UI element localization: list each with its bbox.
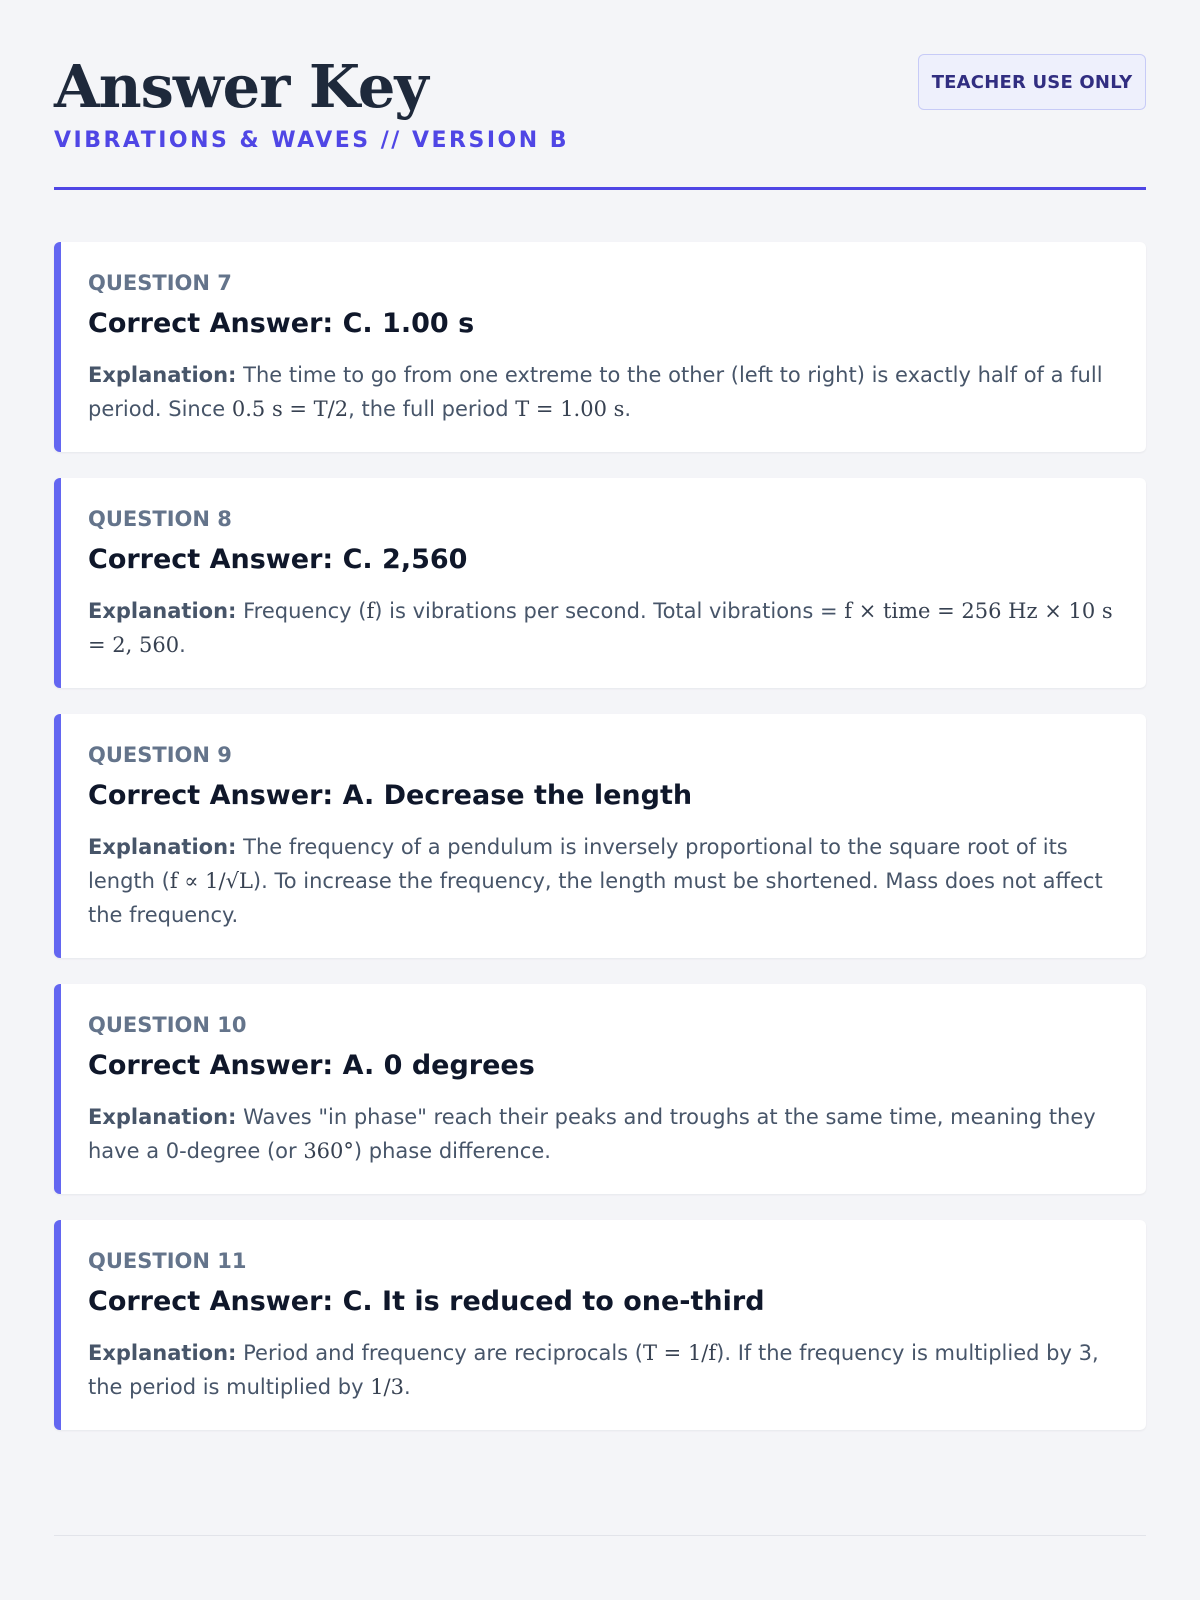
teacher-use-badge: TEACHER USE ONLY xyxy=(918,54,1146,110)
math-expression: T = 1.00 s xyxy=(515,397,625,421)
correct-answer: Correct Answer: C. 1.00 s xyxy=(88,308,475,339)
answer-list xyxy=(54,242,1146,1430)
explanation-segment: Frequency ( xyxy=(236,599,367,623)
correct-answer: Correct Answer: C. 2,560 xyxy=(88,544,468,575)
explanation-label: Explanation: xyxy=(88,1105,237,1129)
correct-answer: Correct Answer: A. 0 degrees xyxy=(88,1050,535,1081)
explanation-segment: ) phase difference. xyxy=(353,1139,551,1163)
explanation-text xyxy=(88,830,1116,932)
question-number: QUESTION 10 xyxy=(88,1013,247,1037)
answer-card xyxy=(54,242,1146,452)
explanation-label: Explanation: xyxy=(88,363,237,387)
answer-card xyxy=(54,478,1146,688)
answer-card xyxy=(54,984,1146,1194)
question-number: QUESTION 7 xyxy=(88,271,232,295)
question-number: QUESTION 11 xyxy=(88,1249,247,1273)
math-expression: f xyxy=(366,599,375,623)
math-expression: f ∝ 1/√L xyxy=(169,869,253,893)
math-expression: f × time = 256 Hz × 10 s = 2, 560 xyxy=(88,599,1113,657)
answer-card xyxy=(54,1220,1146,1430)
math-expression: 0.5 s = T/2 xyxy=(231,397,349,421)
question-number: QUESTION 8 xyxy=(88,507,232,531)
explanation-segment: The frequency of a pendulum is inversely proportional to the square root of its length ( xyxy=(88,835,1068,893)
explanation-label: Explanation: xyxy=(88,599,237,623)
explanation-segment: . xyxy=(179,633,186,657)
answer-card xyxy=(54,714,1146,958)
explanation-segment: The time to go from one extreme to the other (left to right) is exactly half of a full period. Since xyxy=(88,363,1103,421)
explanation-segment: , the full period xyxy=(348,397,516,421)
page-header xyxy=(54,0,1146,190)
correct-answer: Correct Answer: A. Decrease the length xyxy=(88,780,693,811)
section-divider xyxy=(54,1535,1146,1536)
explanation-text xyxy=(88,594,1116,662)
explanation-segment: . xyxy=(624,397,632,421)
explanation-text xyxy=(88,1336,1116,1404)
page-title: Answer Key xyxy=(54,52,428,121)
math-expression: T = 1/f xyxy=(642,1341,717,1365)
explanation-segment: ). To increase the frequency, the length must be shortened. Mass does not affect the frequency. xyxy=(88,869,1103,927)
math-expression: 360° xyxy=(303,1139,354,1163)
explanation-label: Explanation: xyxy=(88,1341,237,1365)
page-subtitle: VIBRATIONS & WAVES // VERSION B xyxy=(54,128,570,153)
explanation-segment: ) is vibrations per second. Total vibrations = xyxy=(374,599,845,623)
math-expression: 1/3 xyxy=(370,1375,404,1399)
explanation-text xyxy=(88,1100,1116,1168)
explanation-label: Explanation: xyxy=(88,835,237,859)
explanation-segment: Waves "in phase" reach their peaks and troughs at the same time, meaning they have a 0-degree (or xyxy=(88,1105,1096,1163)
question-number: QUESTION 9 xyxy=(88,743,232,767)
correct-answer: Correct Answer: C. It is reduced to one-third xyxy=(88,1286,765,1317)
explanation-segment: . xyxy=(403,1375,411,1399)
explanation-segment: Period and frequency are reciprocals ( xyxy=(236,1341,643,1365)
explanation-segment: ). If the frequency is multiplied by 3, the period is multiplied by xyxy=(88,1341,1099,1399)
explanation-text xyxy=(88,358,1116,426)
